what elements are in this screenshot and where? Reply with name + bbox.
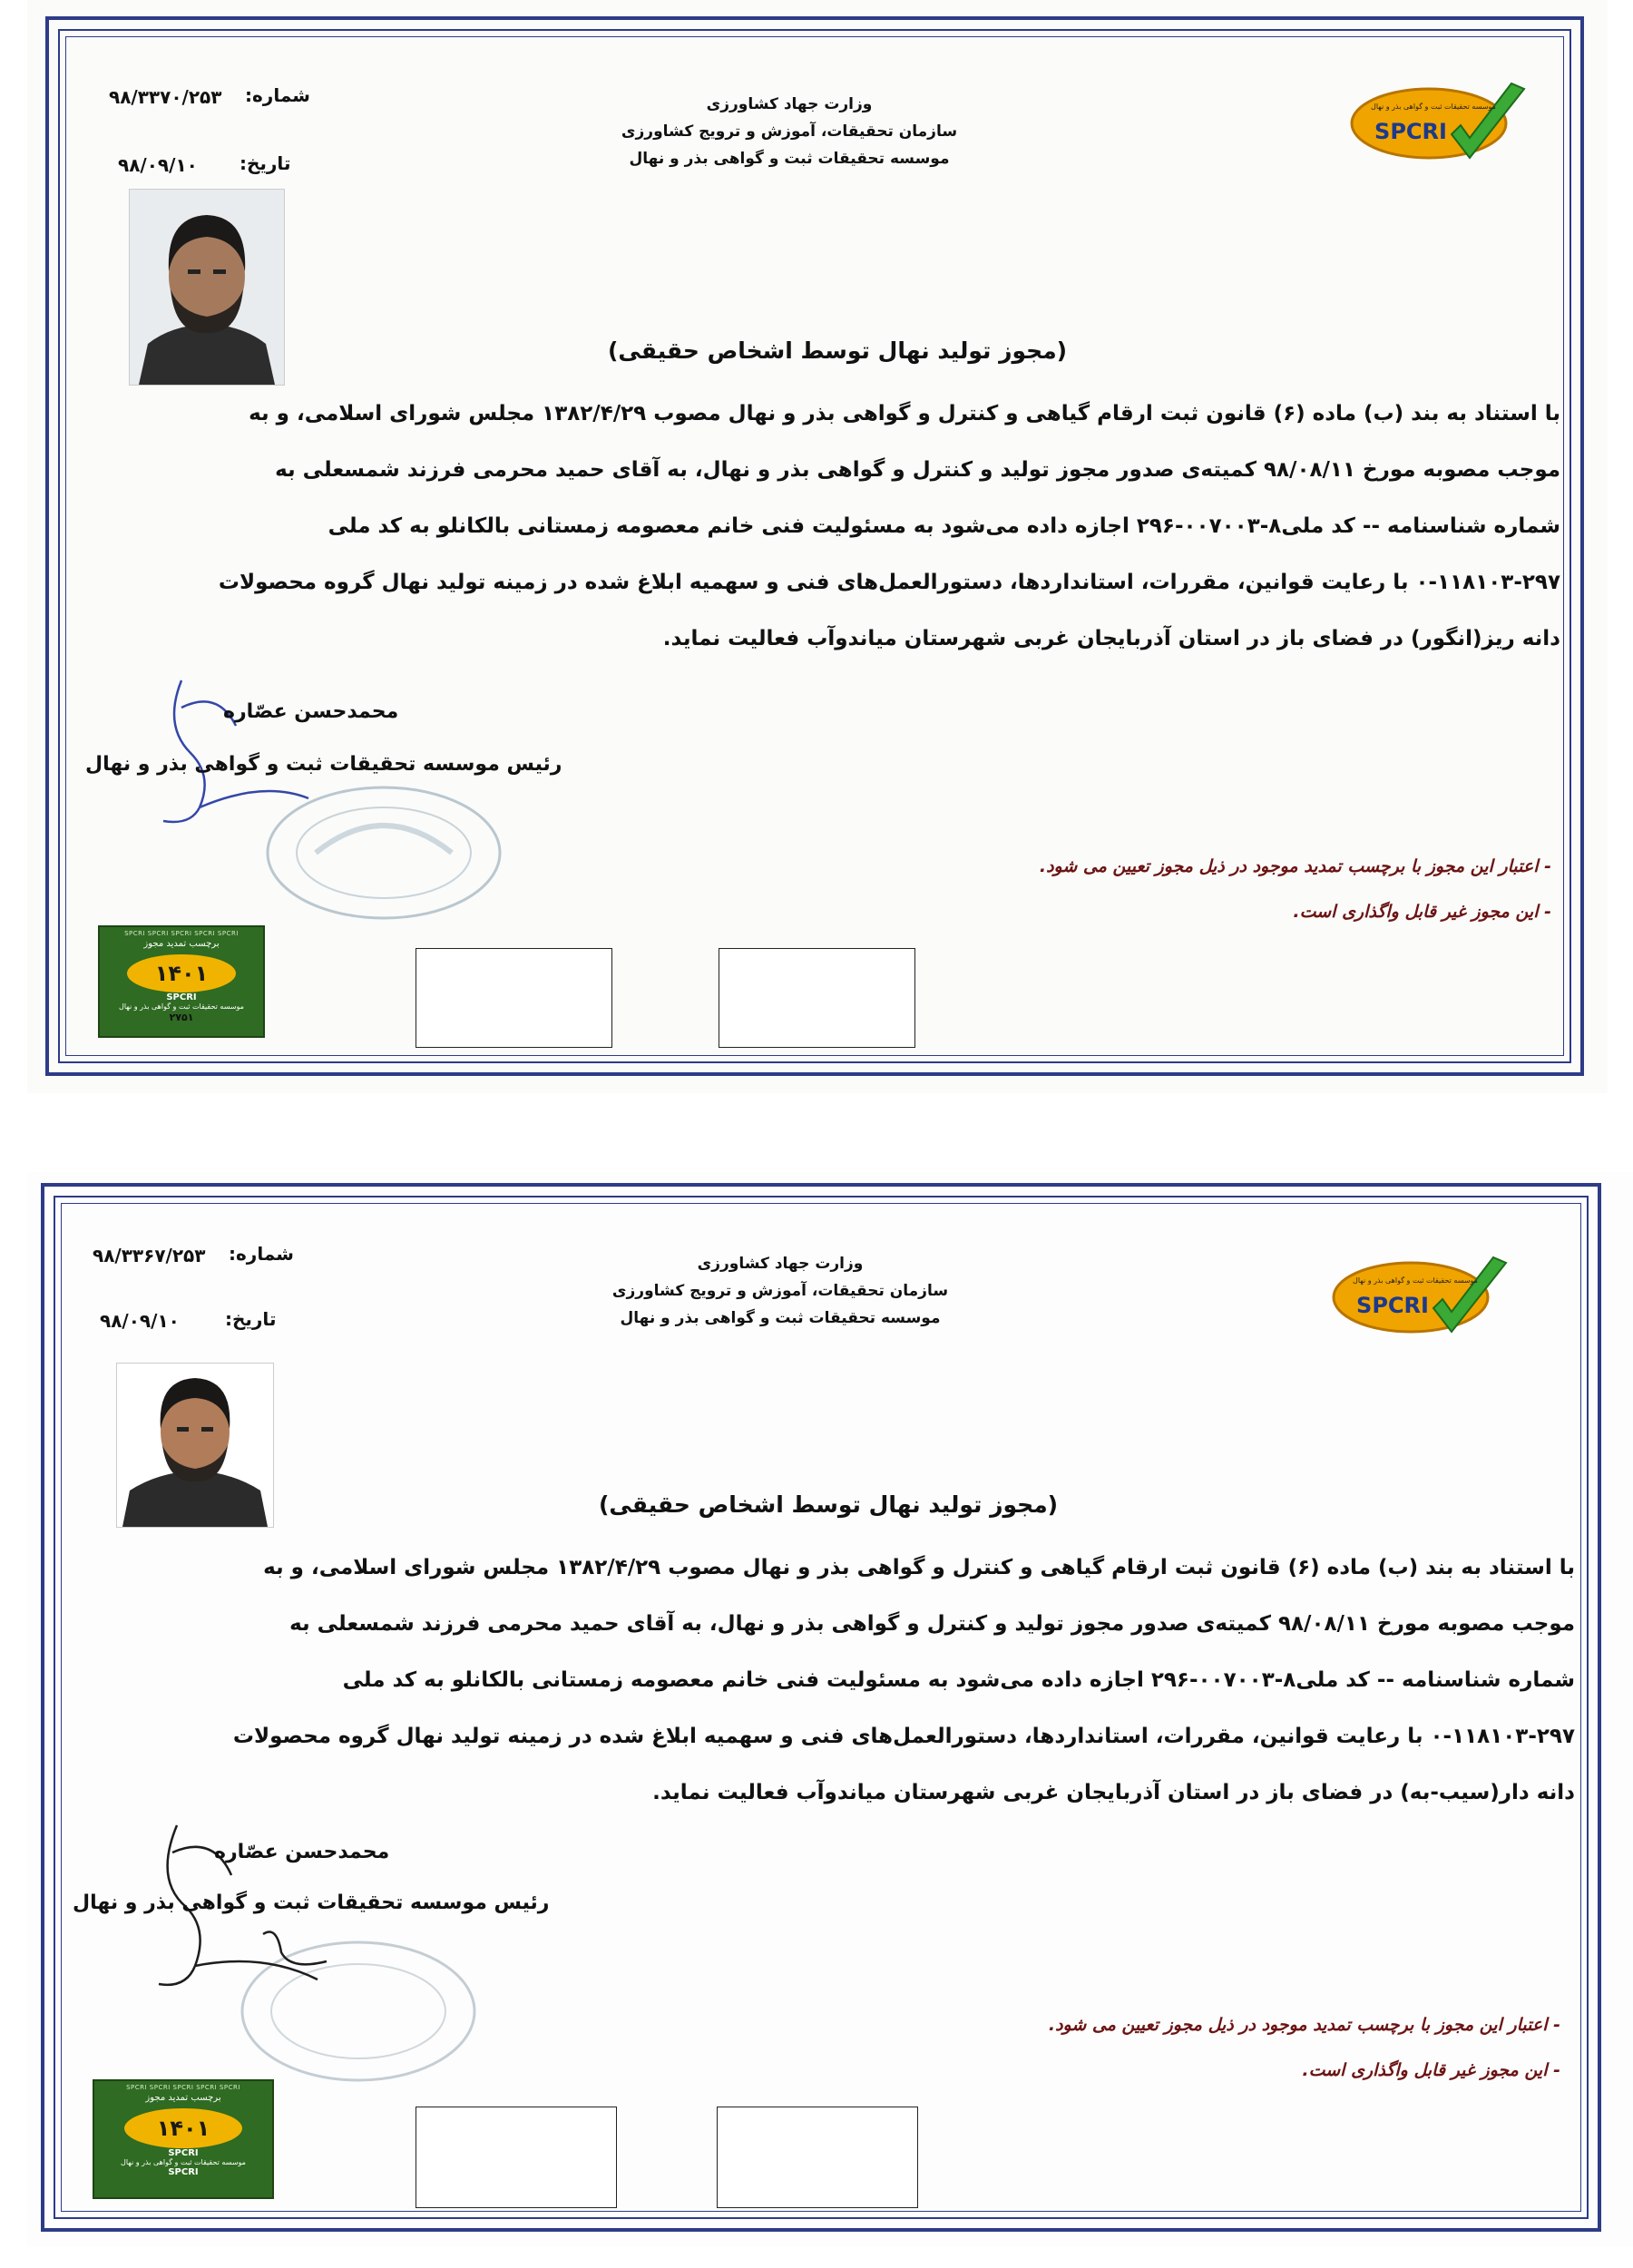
renewal-box-2 — [719, 948, 915, 1048]
ministry-header — [599, 1250, 962, 1332]
body-line: ۰-۱۱۸۱۰۳-۲۹۷ با رعایت قوانین، مقررات، استانداردها، دستورالعمل‌های فنی و سهمیه ابلاغ شده در زمینه تولید نهال گروه محصولات — [218, 571, 1560, 594]
body-line: دانه دار(سیب-به) در فضای باز در استان آذربایجان غربی شهرستان میاندوآب فعالیت نماید. — [652, 1781, 1575, 1804]
certificate-number-label: شماره: — [245, 84, 310, 106]
sticker-caption: موسسه تحقیقات ثبت و گواهی بذر و نهال — [121, 2158, 246, 2166]
renewal-box-2 — [717, 2107, 918, 2208]
sticker-brand: SPCRI — [166, 992, 197, 1002]
sticker-title: برچسب تمدید مجوز — [143, 939, 220, 949]
certificate-number: ۹۸/۳۳۶۷/۲۵۳ — [93, 1245, 206, 1266]
certificate-date: ۹۸/۰۹/۱۰ — [100, 1310, 180, 1332]
logo-caption: موسسه تحقیقات ثبت و گواهی بذر و نهال — [1371, 103, 1496, 111]
applicant-photo — [116, 1363, 274, 1528]
certificate-2 — [27, 1172, 1633, 2247]
signer-title: رئیس موسسه تحقیقات ثبت و گواهی بذر و نهال — [73, 1892, 550, 1914]
certificate-body — [100, 386, 1560, 667]
signer-name: محمدحسن عصّاره — [223, 700, 399, 723]
logo-caption: موسسه تحقیقات ثبت و گواهی بذر و نهال — [1353, 1276, 1478, 1285]
sticker-year: ۱۴۰۱ — [124, 2108, 242, 2148]
institute-name: موسسه تحقیقات ثبت و گواهی بذر و نهال — [629, 150, 950, 168]
certificate-number-label: شماره: — [229, 1243, 294, 1265]
certificate-title: (مجوز تولید نهال توسط اشخاص حقیقی) — [599, 1491, 1059, 1518]
body-line: موجب مصوبه مورخ ۹۸/۰۸/۱۱ کمیته‌ی صدور مجوز تولید و کنترل و گواهی بذر و نهال، به آقای حمید محرمی فرزند شمسعلی به — [289, 1612, 1575, 1636]
signer-title: رئیس موسسه تحقیقات ثبت و گواهی بذر و نهال — [85, 753, 562, 776]
certificate-date: ۹۸/۰۹/۱۰ — [118, 154, 198, 176]
applicant-photo — [129, 189, 285, 386]
body-line: با استناد به بند (ب) ماده (۶) قانون ثبت ارقام گیاهی و کنترل و گواهی بذر و نهال مصوب ۱۳۸۲/۴/۲۹ مجلس شورای اسلامی، و به — [263, 1556, 1575, 1579]
ministry-name: وزارت جهاد کشاورزی — [697, 1255, 864, 1273]
signer-name: محمدحسن عصّاره — [214, 1841, 390, 1863]
renewal-sticker — [93, 2079, 274, 2199]
certificate-1 — [27, 0, 1608, 1093]
sticker-serial: ۲۷۵۱ — [169, 1012, 194, 1023]
certificate-title: (مجوز تولید نهال توسط اشخاص حقیقی) — [608, 337, 1068, 364]
body-line: شماره شناسنامه -- کد ملی۸-۰۰۷۰۰۳-۲۹۶ اجازه داده می‌شود به مسئولیت فنی خانم معصومه زمستانی بالکانلو به کد ملی — [342, 1668, 1575, 1692]
organization-name: سازمان تحقیقات، آموزش و ترویج کشاورزی — [611, 1282, 949, 1300]
notes — [798, 844, 1551, 934]
institute-name: موسسه تحقیقات ثبت و گواهی بذر و نهال — [620, 1309, 941, 1327]
renewal-box-1 — [416, 2107, 617, 2208]
spcri-logo — [1325, 1245, 1515, 1344]
sticker-year: ۱۴۰۱ — [127, 954, 236, 992]
body-line: با استناد به بند (ب) ماده (۶) قانون ثبت ارقام گیاهی و کنترل و گواهی بذر و نهال مصوب ۱۳۸۲/۴/۲۹ مجلس شورای اسلامی، و به — [249, 402, 1560, 425]
note-validity: - اعتبار این مجوز با برچسب تمدید موجود در ذیل مجوز تعیین می شود. — [1039, 856, 1551, 876]
certificate-number: ۹۸/۳۳۷۰/۲۵۳ — [109, 86, 222, 108]
certificate-date-label: تاریخ: — [240, 152, 291, 174]
note-non-transferable: - این مجوز غیر قابل واگذاری است. — [1302, 2060, 1560, 2080]
sticker-caption: موسسه تحقیقات ثبت و گواهی بذر و نهال — [119, 1002, 244, 1011]
certificate-date-label: تاریخ: — [225, 1308, 277, 1330]
logo-text: SPCRI — [1374, 119, 1447, 144]
logo-text: SPCRI — [1356, 1293, 1429, 1318]
sticker-title: برچسب تمدید مجوز — [145, 2093, 221, 2103]
notes — [807, 2002, 1560, 2093]
sticker-brand: SPCRI — [168, 2148, 199, 2158]
portrait-icon — [117, 1364, 273, 1527]
sticker-serial: SPCRI — [168, 2167, 199, 2177]
organization-name: سازمان تحقیقات، آموزش و ترویج کشاورزی — [621, 122, 958, 141]
certificate-body — [87, 1540, 1575, 1821]
body-line: ۰-۱۱۸۱۰۳-۲۹۷ با رعایت قوانین، مقررات، استانداردها، دستورالعمل‌های فنی و سهمیه ابلاغ شده در زمینه تولید نهال گروه محصولات — [232, 1725, 1575, 1748]
ministry-name: وزارت جهاد کشاورزی — [706, 95, 873, 113]
spcri-logo — [1343, 71, 1533, 171]
note-validity: - اعتبار این مجوز با برچسب تمدید موجود در ذیل مجوز تعیین می شود. — [1048, 2015, 1560, 2035]
note-non-transferable: - این مجوز غیر قابل واگذاری است. — [1293, 902, 1551, 922]
portrait-icon — [130, 190, 284, 385]
ministry-header — [608, 91, 971, 172]
body-line: شماره شناسنامه -- کد ملی۸-۰۰۷۰۰۳-۲۹۶ اجازه داده می‌شود به مسئولیت فنی خانم معصومه زمستانی بالکانلو به کد ملی — [328, 514, 1560, 538]
body-line: موجب مصوبه مورخ ۹۸/۰۸/۱۱ کمیته‌ی صدور مجوز تولید و کنترل و گواهی بذر و نهال، به آقای حمید محرمی فرزند شمسعلی به — [275, 458, 1560, 482]
body-line: دانه ریز(انگور) در فضای باز در استان آذربایجان غربی شهرستان میاندوآب فعالیت نماید. — [662, 627, 1560, 650]
renewal-box-1 — [416, 948, 612, 1048]
renewal-sticker — [98, 925, 265, 1038]
sticker-header: SPCRI SPCRI SPCRI SPCRI SPCRI — [126, 2084, 240, 2091]
sticker-header: SPCRI SPCRI SPCRI SPCRI SPCRI — [124, 930, 239, 937]
